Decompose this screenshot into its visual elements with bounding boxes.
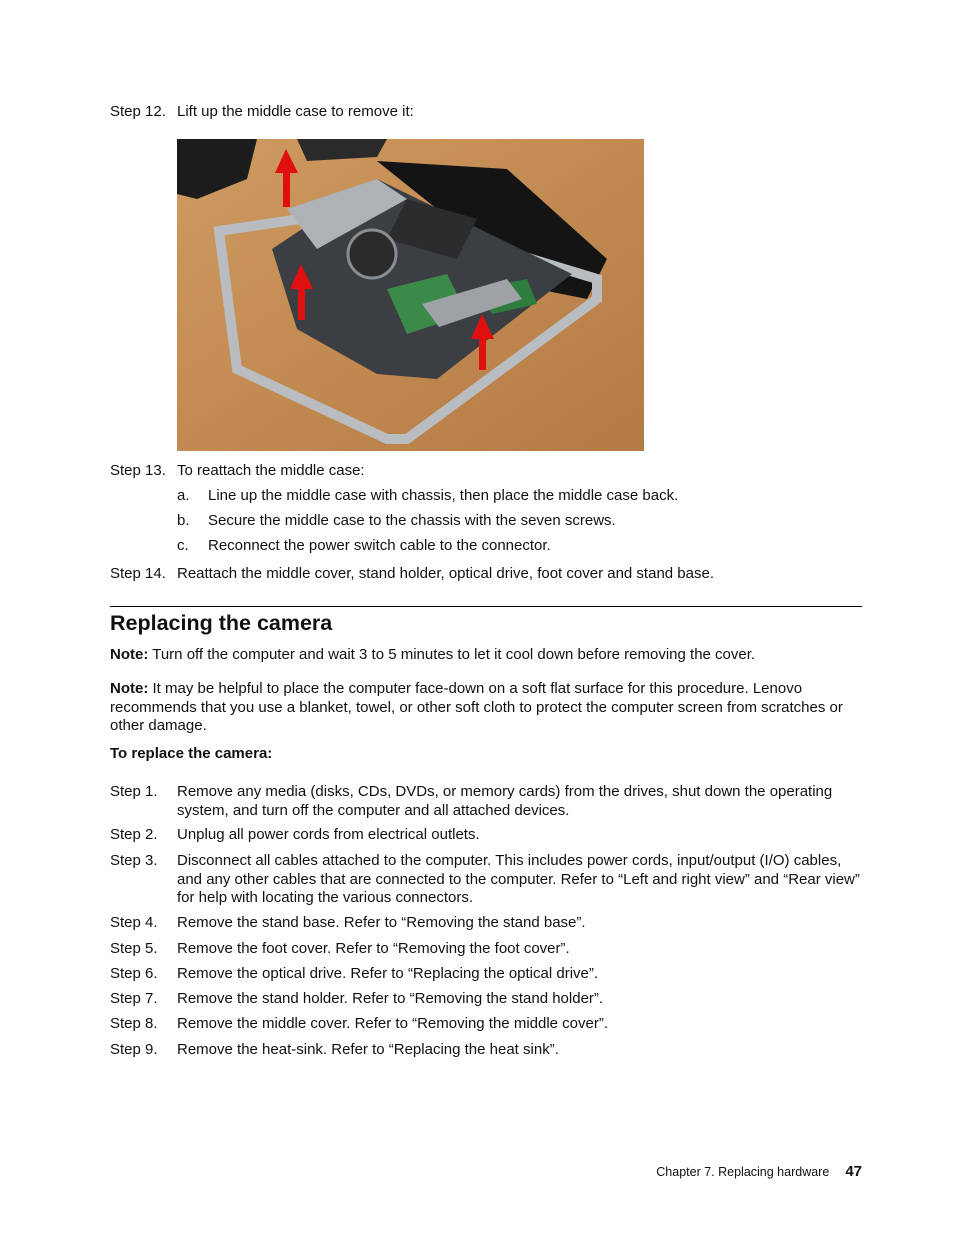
procedure-heading: To replace the camera: [110,745,273,762]
substep-letter: b. [177,512,190,529]
step-text: To reattach the middle case: [177,462,365,479]
camera-step-5 [110,940,862,959]
step-number: Step 12. [110,103,166,120]
camera-step-9 [110,1041,862,1060]
camera-step-4 [110,914,862,933]
step-13 [110,462,862,481]
note-label: Note: [110,646,149,663]
step-text: Lift up the middle case to remove it: [177,103,414,120]
note-text: Turn off the computer and wait 3 to 5 minutes to let it cool down before removing the cover. [152,646,756,663]
step-number: Step 4. [110,914,158,931]
section-title: Replacing the camera [110,611,333,635]
camera-step-6 [110,965,862,984]
photo-illustration [177,139,644,451]
step-number: Step 2. [110,826,158,843]
step-number: Step 14. [110,565,166,582]
step-text: Remove the stand holder. Refer to “Removing the stand holder”. [177,990,604,1007]
substep-letter: a. [177,487,190,504]
note-2 [110,680,862,736]
substep-text: Reconnect the power switch cable to the connector. [208,537,551,554]
note-text: It may be helpful to place the computer face-down on a soft flat surface for this procedure. Lenovo recommends that you use a blanket, towel, or other soft cloth to protect the computer screen from scratches or other damage. [110,680,843,734]
step-number: Step 3. [110,852,158,869]
note-label: Note: [110,680,149,697]
step-text: Remove the foot cover. Refer to “Removing the foot cover”. [177,940,570,957]
page-number: 47 [845,1163,862,1180]
camera-step-2 [110,826,862,845]
step-text: Remove the optical drive. Refer to “Replacing the optical drive”. [177,965,599,982]
step-number: Step 9. [110,1041,158,1058]
step-text: Reattach the middle cover, stand holder, optical drive, foot cover and stand base. [177,565,714,582]
step-number: Step 7. [110,990,158,1007]
substep-text: Secure the middle case to the chassis with the seven screws. [208,512,616,529]
footer-chapter: Chapter 7. Replacing hardware [656,1165,830,1179]
substep-a [177,487,862,506]
step-text: Remove any media (disks, CDs, DVDs, or memory cards) from the drives, shut down the operating system, and turn off the computer and all attached devices. [177,783,833,819]
fan [348,230,396,278]
middle-case-removal-photo [177,139,644,451]
substep-b [177,512,862,531]
step-text: Unplug all power cords from electrical outlets. [177,826,480,843]
substep-c [177,537,862,556]
camera-step-7 [110,990,862,1009]
page-footer [600,1163,862,1182]
step-text: Disconnect all cables attached to the computer. This includes power cords, input/output (I/O) cables, and any other cables that are connected to the computer. Refer to “Left and right view” and “Rear view” for help with locating the various connectors. [177,852,860,906]
substep-text: Line up the middle case with chassis, then place the middle case back. [208,487,679,504]
note-1 [110,646,862,665]
step-text: Remove the stand base. Refer to “Removing the stand base”. [177,914,586,931]
step-number: Step 6. [110,965,158,982]
step-number: Step 1. [110,783,158,800]
substep-letter: c. [177,537,189,554]
step-text: Remove the middle cover. Refer to “Removing the middle cover”. [177,1015,609,1032]
step-number: Step 13. [110,462,166,479]
camera-step-1 [110,783,862,820]
section-divider [110,606,862,607]
step-14 [110,565,862,584]
camera-step-8 [110,1015,862,1034]
step-number: Step 5. [110,940,158,957]
step-number: Step 8. [110,1015,158,1032]
camera-step-3 [110,852,862,908]
step-text: Remove the heat-sink. Refer to “Replacing the heat sink”. [177,1041,559,1058]
step-12 [110,103,862,122]
